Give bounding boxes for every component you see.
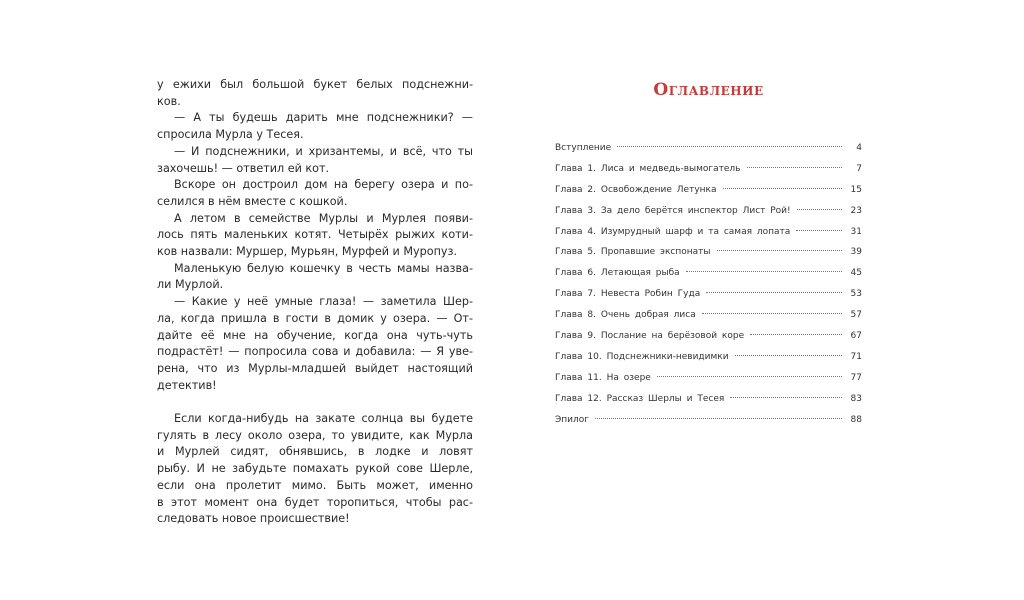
toc-entry-label: Глава 9. Послание на берёзовой коре	[555, 331, 745, 342]
text-line: следовать новое происшествие!	[157, 512, 350, 526]
toc-dot-leader	[657, 376, 842, 377]
text-line: — И подснежники, и хризантемы, и всё, что ты	[174, 144, 473, 158]
toc-dot-leader	[686, 271, 842, 272]
toc-entry-label: Глава 2. Освобождение Летунка	[555, 184, 717, 195]
toc-entry-label: Эпилог	[555, 414, 590, 425]
text-line: и Мурлей сидят, обнявшись, в лодке и ловят	[157, 445, 473, 459]
toc-entry-label: Глава 3. За дело берётся инспектор Лист Рой!	[555, 205, 791, 216]
toc-dot-leader	[617, 146, 842, 147]
toc-entry[interactable]	[555, 159, 862, 180]
text-line: рыбу. И не забудьте помахать рукой сове Шерле,	[157, 462, 473, 476]
text-line: лось пять маленьких котят. Четырёх рыжих коти-	[157, 228, 473, 242]
toc-dot-leader	[747, 167, 843, 168]
toc-entry[interactable]	[555, 389, 862, 410]
toc-entry[interactable]	[555, 326, 862, 347]
toc-entry-page-number: 39	[850, 247, 862, 258]
toc-entry-page-number: 53	[850, 289, 862, 300]
toc-entry[interactable]	[555, 410, 862, 431]
toc-entry-label: Глава 10. Подснежники-невидимки	[555, 351, 729, 362]
toc-entry-page-number: 71	[850, 351, 862, 362]
toc-dot-leader	[595, 418, 842, 419]
toc-entry[interactable]	[555, 138, 862, 159]
toc-entry[interactable]	[555, 368, 862, 389]
story-paragraph	[157, 411, 473, 528]
toc-entry-label: Вступление	[555, 143, 612, 153]
toc-dot-leader	[717, 250, 842, 251]
toc-list	[555, 138, 862, 430]
toc-entry-label: Глава 7. Невеста Робин Гуда	[555, 289, 701, 300]
toc-entry-page-number: 15	[850, 184, 862, 195]
text-line: если она пролетит мимо. Быть может, именно	[157, 478, 473, 492]
toc-dot-leader	[723, 188, 843, 189]
text-line: — А ты будешь дарить мне подснежники? —	[174, 111, 473, 125]
toc-entry-page-number: 45	[850, 268, 862, 279]
text-line: у ежихи был большой букет белых подснежни-	[157, 78, 473, 91]
text-line: ли Мурлой.	[157, 278, 224, 292]
toc-entry-label: Глава 12. Рассказ Шерлы и Тесея	[555, 393, 725, 404]
section-gap	[157, 394, 473, 411]
text-line: А летом в семействе Мурлы и Мурлея появи-	[174, 211, 473, 225]
toc-entry-label: Глава 5. Пропавшие экспонаты	[555, 247, 711, 258]
toc-entry-page-number: 7	[856, 163, 862, 174]
toc-entry[interactable]	[555, 263, 862, 284]
story-paragraph	[157, 211, 473, 261]
toc-entry-label: Глава 8. Очень добрая лиса	[555, 310, 696, 321]
text-line: подрастёт! — попросила сова и добавила: — Я уве-	[157, 345, 473, 359]
text-line: ков.	[157, 94, 181, 108]
text-line: Если когда-нибудь на закате солнца вы будете	[174, 412, 473, 426]
left-page-story-text	[157, 77, 473, 528]
toc-dot-leader	[706, 292, 842, 293]
toc-entry[interactable]	[555, 222, 862, 243]
toc-entry[interactable]	[555, 347, 862, 368]
toc-entry-page-number: 31	[850, 226, 862, 237]
text-line: ков назвали: Муршер, Мурьян, Мурфей и Муропуз.	[157, 245, 458, 259]
toc-entry-page-number: 88	[850, 414, 862, 425]
toc-dot-leader	[735, 355, 842, 356]
toc-dot-leader	[796, 230, 842, 231]
story-paragraph	[157, 261, 473, 294]
toc-entry-page-number: 67	[850, 331, 862, 342]
text-line: Маленькую белую кошечку в честь мамы назва-	[174, 261, 473, 275]
toc-entry-page-number: 83	[850, 393, 862, 404]
text-line: захочешь! — ответил ей кот.	[157, 161, 330, 175]
toc-dot-leader	[797, 209, 842, 210]
toc-dot-leader	[702, 313, 842, 314]
right-page-table-of-contents	[555, 75, 862, 430]
toc-entry-label: Глава 11. На озере	[555, 372, 651, 383]
toc-entry-page-number: 57	[850, 310, 862, 321]
text-line: детектив!	[157, 378, 217, 392]
toc-entry-label: Глава 1. Лиса и медведь-вымогатель	[555, 163, 741, 174]
toc-entry-label: Глава 4. Изумрудный шарф и та самая лопата	[555, 226, 791, 237]
story-paragraph	[157, 77, 473, 110]
text-line: Вскоре он достроил дом на берегу озера и по-	[174, 178, 473, 192]
text-line: дайте её мне на обучение, когда она чуть-чуть	[157, 328, 473, 342]
toc-entry-page-number: 23	[850, 205, 862, 216]
toc-dot-leader	[750, 334, 842, 335]
text-line: — Какие у неё умные глаза! — заметила Шер-	[174, 295, 473, 309]
text-line: рена, что из Мурлы-младшей выйдет настоящий	[157, 361, 473, 375]
toc-entry-page-number: 4	[856, 143, 862, 153]
toc-entry[interactable]	[555, 242, 862, 263]
story-paragraph	[157, 294, 473, 394]
story-paragraph	[157, 110, 473, 143]
text-line: в этот момент она будет торопиться, чтобы рас-	[157, 495, 473, 509]
toc-title: Оглавление	[653, 80, 764, 100]
toc-entry[interactable]	[555, 201, 862, 222]
toc-entry[interactable]	[555, 284, 862, 305]
toc-entry-page-number: 77	[850, 372, 862, 383]
toc-entry[interactable]	[555, 180, 862, 201]
story-paragraph	[157, 177, 473, 210]
story-paragraph	[157, 144, 473, 177]
toc-entry[interactable]	[555, 305, 862, 326]
text-line: гулять в лесу около озера, то увидите, как Мурла	[157, 428, 473, 442]
text-line: ла, когда пришла в гости в домик у озера. — От-	[157, 311, 473, 325]
toc-entry-label: Глава 6. Летающая рыба	[555, 268, 680, 279]
text-line: спросила Мурла у Тесея.	[157, 128, 304, 142]
toc-dot-leader	[730, 397, 842, 398]
text-line: селился в нём вместе с кошкой.	[157, 194, 348, 208]
